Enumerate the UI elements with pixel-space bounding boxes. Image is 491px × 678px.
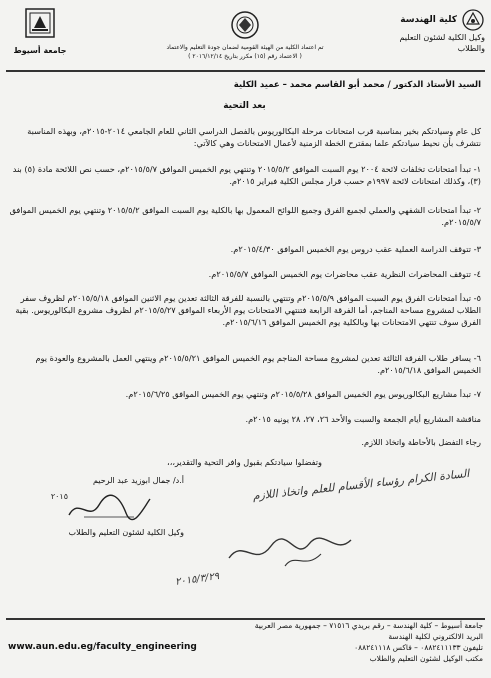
footer-website-link[interactable]: www.aun.edu.eg/faculty_engineering [8,642,197,652]
faculty-name: كلية الهندسة [400,14,457,25]
faculty-logo-icon [461,8,485,32]
discussion-note: مناقشة المشاريع أيام الجمعة والسبت والأحد ٢٦، ٢٧، ٢٨ يونيه ٢٠١٥م. [245,414,481,424]
signature-block [14,475,184,539]
list-item: ٥- تبدأ امتحانات الفرق يوم السبت الموافق ٢٠١٥/٥/٩م وتنتهي بالنسبة للفرقة الثالثة تعدين يوم الاثنين الموافق ٢٠١٥/٥/١٨م لظروف سفر الطلاب لمشروع مساحة المناجم، أما الفرقة الرابعة فتنتهي الامتحانات يوم الأربعاء الموافق ٢٠١٥/٥/٢٧م لظروف مشروع البكالوريوس. بقية الفرق سوف تنتهي الامتحانات بها وبالكلية يوم الخميس الموافق ٢٠١٥/٦/١٦م. [15,293,481,327]
footer-email-label: البريد الالكتروني لكلية الهندسة [388,632,483,641]
accreditation-line1: تم اعتماد الكلية من الهيئة القومية لضمان جودة التعليم والاعتماد [166,44,324,51]
closing-line: وتفضلوا سيادتكم بقبول وافر التحية والتقدير،،، [167,457,322,467]
faculty-block [375,8,485,54]
accreditation-logo-icon [228,10,262,40]
footer-address: جامعة أسيوط – كلية الهندسة – رقم بريدي ٧١٥١٦ – جمهورية مصر العربية [254,621,483,630]
footer [0,620,491,678]
university-logo-icon [22,6,58,42]
signature-mark [50,487,154,527]
letterhead [0,0,491,70]
greeting: بعد التحية [223,101,266,111]
signatory-title: وكيل الكلية لشئون التعليم والطلاب [68,528,184,537]
university-block [4,6,76,55]
university-name: جامعة أسيوط [13,46,67,55]
signatory-name: أ.د/ جمال ابوزيد عبد الرحيم [92,476,184,485]
list-item: ١- تبدأ امتحانات تخلفات لائحة ٢٠٠٤ يوم السبت الموافق ٢٠١٥/٥/٢ وتنتهي يوم الخميس الموافق ٢٠١٥/٥/٧م، حسب نص اللائحة مادة (٥) بند (٣)، وكذلك امتحانات لائحة ١٩٩٧م حسب قرار مجلس الكلية فبراير ٢٠١٥م. [12,164,481,186]
accreditation-block [140,10,350,61]
list-item: ٧- تبدأ مشاريع البكالوريوس يوم الخميس الموافق ٢٠١٥/٥/٢٨م وتنتهي يوم الخميس الموافق ٢٠١٥/٦/٢٥م. [125,389,481,399]
intro-paragraph: كل عام وسيادتكم بخير بمناسبة قرب امتحانات مرحلة البكالوريوس بالفصل الدراسي الثاني للعام الجامعي ٢٠١٤-٢٠١٥م، وبهذه المناسبة نتشرف بأن نحيط سيادتكم علما بمقترح الخطة الزمنية لأعمال الامتحانات وهي كالآتي: [27,126,481,148]
request-line: رجاء التفضل بالأحاطة واتخاذ اللازم. [361,437,481,447]
footer-office: مكتب الوكيل لشئون التعليم والطلاب [369,654,483,663]
addressee: السيد الأستاذ الدكتور / محمد أبو القاسم محمد – عميد الكلية [233,80,481,90]
svg-text:٢٠١٥: ٢٠١٥ [50,492,68,501]
list-item: ٣- تتوقف الدراسة العملية عقب دروس يوم الخميس الموافق ٢٠١٥/٤/٣٠م. [230,244,481,254]
footer-phone: تليفون ٠٨٨٢٤١١١٣٣ – فاكس ٠٨٨٢٤١١١٨ [354,643,483,652]
list-item: ٢- تبدأ امتحانات الشفهي والعملي لجميع الفرق وجميع اللوائح المعمول بها بالكلية يوم السبت الموافق ٢٠١٥/٥/٢ وتنتهي يوم الخميس الموافق ٢٠١٥/٥/٧م. [9,205,481,227]
header-divider [6,70,485,72]
dean-signature-mark [225,532,355,572]
handwritten-date: ٢٠١٥/٣/٢٩ [174,570,220,589]
vice-dean-office: وكيل الكلية لشئون التعليم والطلاب [399,33,485,53]
list-item: ٦- يسافر طلاب الفرقة الثالثة تعدين لمشروع مساحة المناجم يوم الخميس الموافق ٢٠١٥/٥/٢١م وينتهي العمل بالمشروع والعودة يوم الخميس الموافق ٢٠١٥/٦/١٨م. [35,353,481,375]
accreditation-line2: ( الاعتماد رقم (١٥) مكرر بتاريخ ٢٠١٦/١٢/١٤ ) [188,53,302,60]
list-item: ٤- تتوقف المحاضرات النظرية عقب محاضرات يوم الخميس الموافق ٢٠١٥/٥/٧م. [208,269,481,279]
handwritten-note: السادة الكرام رؤساء الأقسام للعلم واتخاذ اللازم [252,466,470,503]
